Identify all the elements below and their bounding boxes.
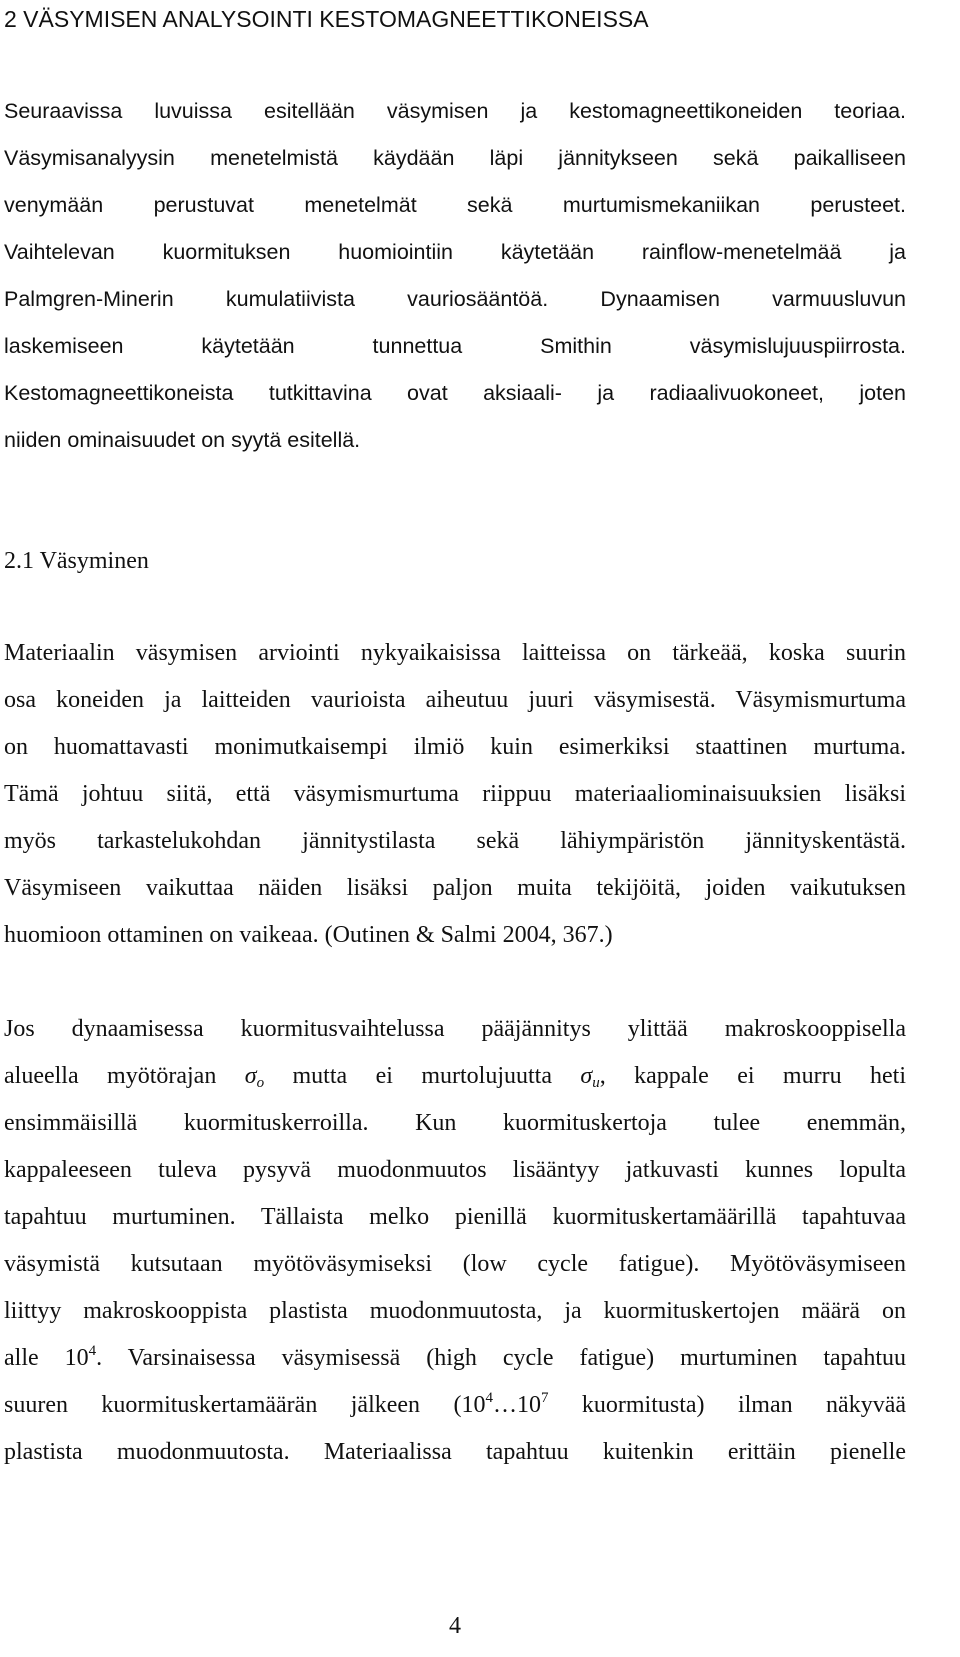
subscript-u: u: [592, 1075, 600, 1091]
fatigue-line: [4, 1061, 906, 1091]
text-span: . Varsinaisessa väsymisessä (high cycle fatigue) murtuminen tapahtuu: [96, 1345, 907, 1371]
fatigue-line: Jos dynaamisessa kuormitusvaihtelussa pääjännitys ylittää makroskooppisella: [4, 1016, 906, 1042]
sigma-symbol: σ: [244, 1063, 257, 1089]
fatigue-line: [4, 1343, 906, 1373]
fatigue-line: väsymistä kutsutaan myötöväsymiseksi (low cycle fatigue). Myötöväsymiseen: [4, 1251, 906, 1277]
section-line: osa koneiden ja laitteiden vaurioista aiheutuu juuri väsymisestä. Väsymismurtuma: [4, 687, 906, 713]
intro-line: Vaihtelevan kuormituksen huomiointiin käytetään rainflow-menetelmää ja: [4, 240, 906, 264]
section-heading: 2.1 Väsyminen: [4, 548, 149, 574]
text-span: alle 10: [4, 1345, 89, 1371]
text-span: kuormitusta) ilman näkyvää: [548, 1392, 907, 1418]
chapter-heading: 2 VÄSYMISEN ANALYSOINTI KESTOMAGNEETTIKONEISSA: [4, 6, 649, 32]
intro-line: Seuraavissa luvuissa esitellään väsymisen ja kestomagneettikoneiden teoriaa.: [4, 99, 906, 123]
section-line: huomioon ottaminen on vaikeaa. (Outinen & Salmi 2004, 367.): [4, 922, 613, 948]
subscript-o: o: [256, 1075, 265, 1091]
intro-line: venymään perustuvat menetelmät sekä murtumismekaniikan perusteet.: [4, 193, 906, 217]
intro-line: Palmgren-Minerin kumulatiivista vauriosääntöä. Dynaamisen varmuusluvun: [4, 287, 906, 311]
section-line: Tämä johtuu siitä, että väsymismurtuma riippuu materiaaliominaisuuksien lisäksi: [4, 781, 906, 807]
text-span: …10: [492, 1392, 541, 1418]
sigma-symbol: σ: [580, 1063, 593, 1089]
text-span: , kappale ei murru heti: [599, 1063, 906, 1089]
fatigue-line: liittyy makroskooppista plastista muodonmuutosta, ja kuormituskertojen määrä on: [4, 1298, 906, 1324]
text-span: mutta ei murtolujuutta: [264, 1063, 581, 1089]
exponent: 4: [485, 1390, 493, 1406]
intro-line: laskemiseen käytetään tunnettua Smithin väsymislujuuspiirrosta.: [4, 334, 906, 358]
fatigue-line: [4, 1390, 906, 1420]
section-line: Väsymiseen vaikuttaa näiden lisäksi paljon muita tekijöitä, joiden vaikutuksen: [4, 875, 906, 901]
text-span: alueella myötörajan: [4, 1063, 245, 1089]
exponent: 7: [540, 1390, 549, 1406]
section-line: on huomattavasti monimutkaisempi ilmiö kuin esimerkiksi staattinen murtuma.: [4, 734, 906, 760]
fatigue-line: tapahtuu murtuminen. Tällaista melko pienillä kuormituskertamäärillä tapahtuvaa: [4, 1204, 906, 1230]
fatigue-line: kappaleeseen tuleva pysyvä muodonmuutos lisääntyy jatkuvasti kunnes lopulta: [4, 1157, 906, 1183]
intro-line: Kestomagneettikoneista tutkittavina ovat aksiaali- ja radiaalivuokoneet, joten: [4, 381, 906, 405]
text-span: suuren kuormituskertamäärän jälkeen (10: [4, 1392, 486, 1418]
fatigue-line: plastista muodonmuutosta. Materiaalissa tapahtuu kuitenkin erittäin pienelle: [4, 1439, 906, 1465]
intro-line: Väsymisanalyysin menetelmistä käydään läpi jännitykseen sekä paikalliseen: [4, 146, 906, 170]
fatigue-line: ensimmäisillä kuormituskerroilla. Kun kuormituskertoja tulee enemmän,: [4, 1110, 906, 1136]
intro-line: niiden ominaisuudet on syytä esitellä.: [4, 428, 361, 452]
page-number: 4: [449, 1613, 461, 1639]
section-line: myös tarkastelukohdan jännitystilasta sekä lähiympäristön jännityskentästä.: [4, 828, 906, 854]
section-line: Materiaalin väsymisen arviointi nykyaikaisissa laitteissa on tärkeää, koska suurin: [4, 640, 906, 666]
exponent: 4: [88, 1343, 97, 1359]
